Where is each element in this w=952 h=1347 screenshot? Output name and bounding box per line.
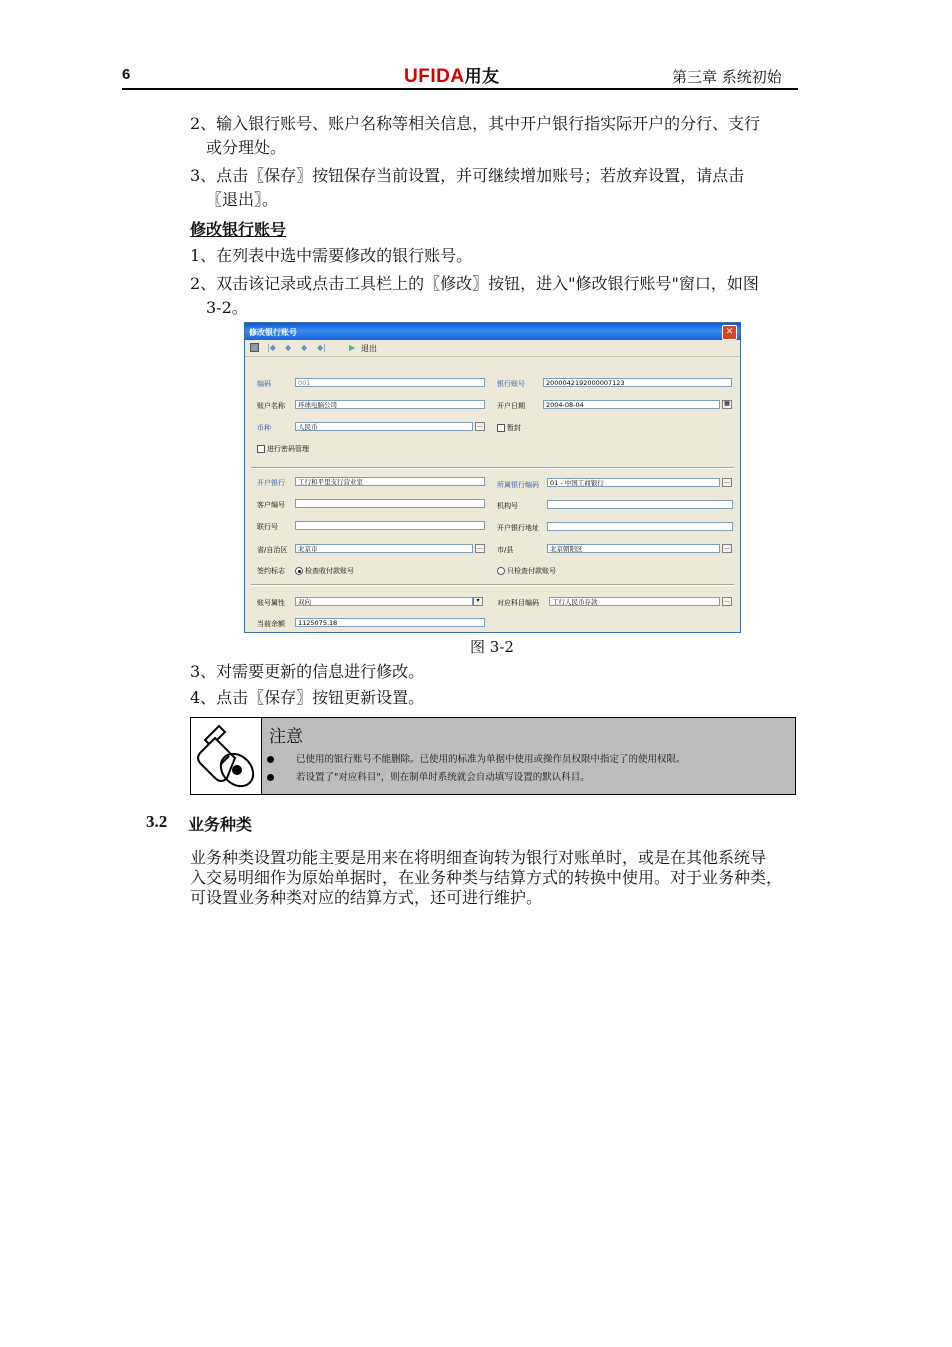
label-subject-code: 对应科目编码 — [497, 599, 539, 607]
note-item-text: 已使用的银行账号不能删除。已使用的标准为单据中使用或操作员权限中指定了的使用权限。 — [296, 754, 686, 765]
dialog-titlebar — [245, 323, 740, 340]
chapter-title: 第三章 系统初始 — [672, 68, 782, 86]
divider — [251, 467, 734, 469]
code-field[interactable]: 001 — [295, 378, 485, 387]
label-city: 市/县 — [497, 546, 514, 554]
header-rule — [122, 88, 798, 90]
dialog-title: 修改银行账号 — [249, 328, 297, 337]
account-attr-select[interactable]: 双向 — [295, 597, 473, 606]
open-date-field[interactable]: 2004-08-04 — [543, 400, 720, 409]
label-bank-code: 所属银行编码 — [497, 481, 539, 489]
label-freeze: 暂封 — [507, 424, 521, 432]
currency-lookup-button[interactable]: ... — [475, 422, 485, 431]
save-icon[interactable] — [250, 343, 259, 352]
modify-step-2-line2: 3-2。 — [206, 298, 248, 317]
label-open-bank: 开户银行 — [257, 479, 285, 487]
page-number: 6 — [122, 66, 131, 83]
note-item — [267, 769, 590, 783]
label-account-name: 账户名称 — [257, 402, 285, 410]
chevron-down-icon[interactable]: ▾ — [473, 597, 483, 606]
exit-button[interactable]: 退出 — [361, 344, 377, 353]
figure-caption: 图 3-2 — [470, 638, 514, 656]
label-password-mgmt: 进行密码管理 — [267, 445, 309, 453]
modify-bank-account-dialog — [244, 322, 741, 633]
step-3-line1: 3、点击〖保存〗按钮保存当前设置，并可继续增加账号；若放弃设置，请点击 — [190, 166, 745, 185]
label-balance: 当前余额 — [257, 620, 285, 628]
bell-icon — [191, 718, 262, 794]
label-sign-flag: 签约标志 — [257, 567, 285, 575]
label-bank-address: 开户银行地址 — [497, 524, 539, 532]
label-province: 省/自治区 — [257, 546, 288, 554]
modify-step-1: 1、在列表中选中需要修改的银行账号。 — [190, 246, 473, 265]
section-body-line-2: 入交易明细作为原始单据时，在业务种类与结算方式的转换中使用。对于业务种类， — [190, 868, 783, 887]
step-2-line2: 或分理处。 — [206, 138, 287, 157]
last-record-icon[interactable]: ◆| — [317, 343, 326, 352]
note-item — [267, 751, 686, 765]
next-record-icon[interactable]: ◆ — [301, 343, 308, 352]
check-payment-radio[interactable] — [497, 567, 505, 575]
note-box — [190, 717, 796, 795]
calendar-icon[interactable]: ▦ — [722, 400, 732, 409]
label-check-both: 检查收付款账号 — [305, 567, 354, 575]
label-open-date: 开户日期 — [497, 402, 525, 410]
brand-name: UFIDA — [404, 66, 465, 87]
section-title: 业务种类 — [188, 815, 253, 834]
joint-no-field[interactable] — [295, 521, 485, 530]
modify-step-4: 4、点击〖保存〗按钮更新设置。 — [190, 688, 425, 707]
org-no-field[interactable] — [547, 500, 733, 509]
brand-name-cn: 用友 — [464, 67, 500, 87]
step-3-line2: 〖退出〗。 — [206, 190, 279, 209]
label-org-no: 机构号 — [497, 502, 518, 510]
bullet-icon — [267, 774, 274, 781]
city-lookup-button[interactable]: ... — [722, 544, 732, 553]
subject-lookup-button[interactable]: ... — [722, 597, 732, 606]
note-title: 注意 — [269, 727, 303, 747]
password-mgmt-checkbox[interactable] — [257, 445, 265, 453]
close-icon[interactable]: ✕ — [722, 325, 737, 340]
modify-step-2-line1: 2、双击该记录或点击工具栏上的〖修改〗按钮，进入"修改银行账号"窗口，如图 — [190, 274, 759, 293]
section-title-modify: 修改银行账号 — [190, 220, 287, 239]
bank-code-lookup-button[interactable]: ... — [722, 478, 732, 487]
province-field[interactable]: 北京市 — [295, 544, 473, 553]
account-name-field[interactable]: 环球电脑公司 — [295, 400, 485, 409]
section-number: 3.2 — [146, 812, 168, 831]
divider — [251, 584, 734, 586]
label-check-payment: 只检查付款账号 — [507, 567, 556, 575]
province-lookup-button[interactable]: ... — [475, 544, 485, 553]
exit-icon[interactable]: ▶ — [349, 343, 356, 352]
label-customer-no: 客户编号 — [257, 501, 285, 509]
bullet-icon — [267, 756, 274, 763]
subject-code-field[interactable]: 工行人民币存款 — [549, 597, 720, 606]
label-code: 编码 — [257, 380, 271, 388]
currency-field[interactable]: 人民币 — [295, 422, 473, 431]
step-2-line1: 2、输入银行账号、账户名称等相关信息，其中开户银行指实际开户的分行、支行 — [190, 114, 761, 133]
label-bank-account: 银行账号 — [497, 380, 525, 388]
city-field[interactable]: 北京朝阳区 — [547, 544, 720, 553]
check-both-radio[interactable] — [295, 567, 303, 575]
first-record-icon[interactable]: |◆ — [267, 343, 276, 352]
note-item-text: 若设置了"对应科目"，则在制单时系统就会自动填写设置的默认科目。 — [296, 772, 590, 783]
balance-field[interactable]: 1125075.18 — [295, 618, 485, 627]
section-body-line-1: 业务种类设置功能主要是用来在将明细查询转为银行对账单时，或是在其他系统导 — [190, 848, 767, 867]
section-body-line-3: 可设置业务种类对应的结算方式，还可进行维护。 — [190, 888, 543, 907]
customer-no-field[interactable] — [295, 499, 485, 508]
brand-logo — [404, 62, 500, 88]
freeze-checkbox[interactable] — [497, 424, 505, 432]
bank-code-field[interactable]: 01 - 中国工商银行 — [547, 478, 720, 487]
label-currency: 币种 — [257, 424, 271, 432]
dialog-toolbar — [245, 340, 740, 357]
bank-account-field[interactable]: 2000042192000007123 — [543, 378, 732, 387]
modify-step-3: 3、对需要更新的信息进行修改。 — [190, 662, 425, 681]
open-bank-field[interactable]: 工行和平里支行营业室 — [295, 477, 485, 486]
label-account-attr: 账号属性 — [257, 599, 285, 607]
bank-address-field[interactable] — [547, 522, 733, 531]
prev-record-icon[interactable]: ◆ — [285, 343, 292, 352]
label-joint-no: 联行号 — [257, 523, 278, 531]
